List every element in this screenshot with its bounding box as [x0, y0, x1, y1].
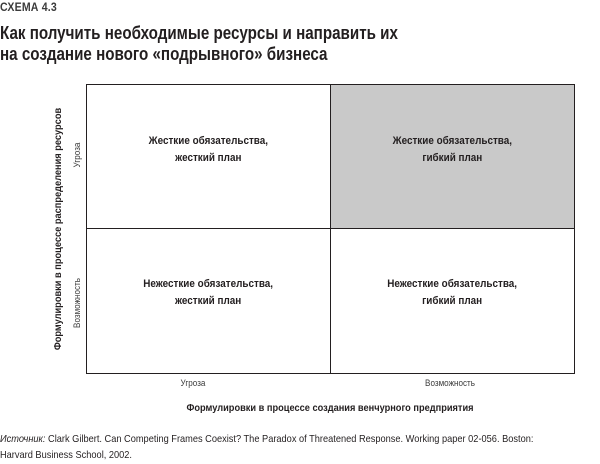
x-axis-tick-threat: Угроза	[180, 378, 206, 388]
y-axis-tick-opportunity: Возможность	[72, 278, 82, 328]
quadrant-bottom-left-line-2: жесткий план	[175, 295, 242, 307]
quadrant-top-right-line-1: Жесткие обязательства,	[392, 134, 513, 147]
diagram-title	[0, 22, 492, 64]
title-line-1: Как получить необходимые ресурсы и направить их	[0, 22, 398, 43]
source-line-1	[0, 431, 598, 447]
x-axis-label: Формулировки в процессе создания венчурного предприятия	[186, 402, 474, 414]
y-axis-label: Формулировки в процессе распределения ресурсов	[52, 107, 64, 351]
title-line-2: на создание нового «подрывного» бизнеса	[0, 43, 328, 64]
quadrant-bottom-left	[86, 228, 331, 374]
quadrant-top-left	[86, 84, 331, 229]
scheme-label: СХЕМА 4.3	[0, 0, 57, 14]
y-axis-tick-threat: Угроза	[72, 142, 82, 168]
quadrant-matrix	[86, 84, 575, 374]
quadrant-top-left-line-2: жесткий план	[175, 151, 242, 164]
quadrant-bottom-right-line-2: гибкий план	[422, 295, 483, 307]
quadrant-bottom-right-line-1: Нежесткие обязательства,	[387, 278, 518, 290]
quadrant-bottom-left-line-1: Нежесткие обязательства,	[143, 278, 274, 290]
quadrant-top-right	[330, 84, 575, 229]
source-note	[0, 431, 598, 463]
quadrant-bottom-right	[330, 228, 575, 374]
source-text-2: Harvard Business School, 2002.	[0, 449, 132, 461]
quadrant-top-right-line-2: гибкий план	[422, 151, 483, 164]
x-axis-tick-opportunity: Возможность	[425, 378, 475, 388]
source-text-1: Clark Gilbert. Can Competing Frames Coexist? The Paradox of Threatened Response. Working paper 02-056. Boston:	[48, 433, 534, 445]
source-label: Источник:	[0, 433, 46, 445]
quadrant-top-left-line-1: Жесткие обязательства,	[148, 134, 269, 147]
